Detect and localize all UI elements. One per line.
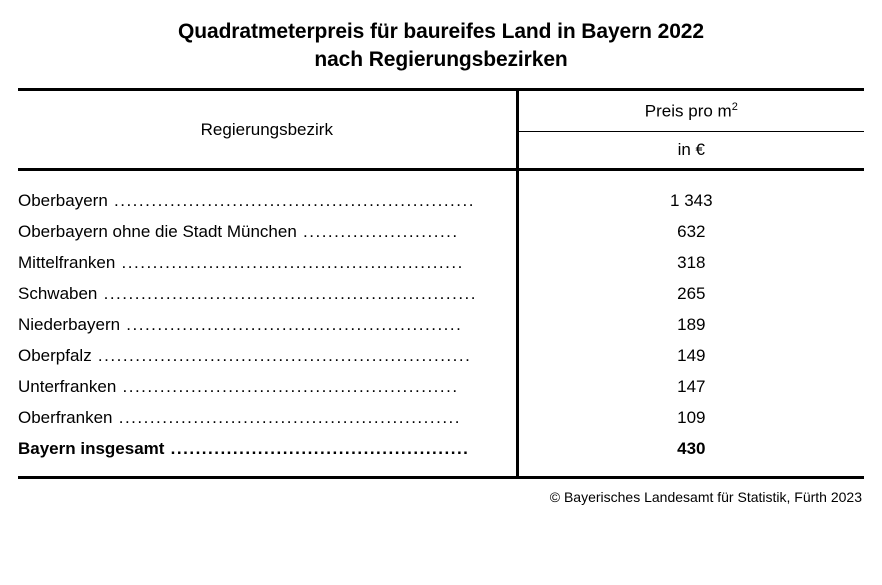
source-note: © Bayerisches Landesamt für Statistik, Fürth 2023 [549,489,862,505]
tail-spacer-right [517,464,864,478]
bottom-rule-left [18,478,517,480]
statistics-table [18,88,864,479]
row-leader-dots: ............................................................ [97,283,478,303]
row-value-niederbayern: 189 [677,314,706,334]
table-row [18,216,864,247]
column-header-region: Regierungsbezirk [18,90,517,170]
tail-spacer-left [18,464,517,478]
statistics-table-wrapper [18,88,864,479]
row-label-oberbayern-ohne-muenchen [18,216,517,247]
row-label-mittelfranken [18,247,517,278]
table-row-total [18,433,864,464]
row-leader-dots: ............................................................ [91,345,472,365]
table-row [18,309,864,340]
page-title-line2: nach Regierungsbezirken [314,48,568,71]
table-tail-spacer-row [18,464,864,478]
row-label-text: Oberfranken [18,407,113,427]
row-leader-dots: ...................................................... [120,314,463,334]
row-label-text: Unterfranken [18,376,117,396]
row-label-oberfranken [18,402,517,433]
table-head-separator-row [18,170,864,186]
head-separator-right [517,170,864,186]
page-title-line1: Quadratmeterpreis für baureifes Land in Bayern 2022 [178,20,704,43]
row-label-text: Bayern insgesamt [18,438,165,458]
column-header-price-exponent: 2 [731,100,738,113]
row-label-niederbayern [18,309,517,340]
row-value-oberpfalz: 149 [677,345,706,365]
page-title [0,0,882,74]
row-value-oberbayern: 1 343 [670,190,713,210]
column-header-price-text: Preis pro m [644,101,732,121]
table-row [18,371,864,402]
row-label-bayern-insgesamt [18,433,517,464]
row-label-oberpfalz [18,340,517,371]
row-label-text: Oberbayern [18,190,108,210]
row-leader-dots: ....................................................... [115,252,464,272]
row-label-text: Niederbayern [18,314,121,334]
table-row [18,340,864,371]
row-label-text: Mittelfranken [18,252,116,272]
row-label-unterfranken [18,371,517,402]
row-leader-dots: ....................................................... [112,407,461,427]
row-label-text: Oberbayern ohne die Stadt München [18,221,297,241]
table-bottom-rule-row [18,478,864,480]
row-leader-dots: ......................... [296,221,459,241]
table-header-row [18,90,864,132]
row-value-oberfranken: 109 [677,407,706,427]
row-leader-dots: .......................................................... [107,190,475,210]
row-value-unterfranken: 147 [677,376,706,396]
table-body [18,170,864,480]
table-header [18,90,864,170]
bottom-rule-right [517,478,864,480]
row-label-text: Oberpfalz [18,345,92,365]
table-row [18,402,864,433]
row-label-text: Schwaben [18,283,98,303]
table-row [18,247,864,278]
column-header-price [517,90,864,132]
table-row [18,278,864,309]
row-value-mittelfranken: 318 [677,252,706,272]
row-value-schwaben: 265 [677,283,706,303]
row-leader-dots: ...................................................... [116,376,459,396]
row-leader-dots: ................................................ [164,438,470,458]
row-label-oberbayern [18,185,517,216]
table-row [18,185,864,216]
row-value-bayern-insgesamt: 430 [677,438,706,458]
row-value-oberbayern-ohne-muenchen: 632 [677,221,706,241]
column-header-unit: in € [517,132,864,170]
head-separator-left [18,170,517,186]
row-label-schwaben [18,278,517,309]
